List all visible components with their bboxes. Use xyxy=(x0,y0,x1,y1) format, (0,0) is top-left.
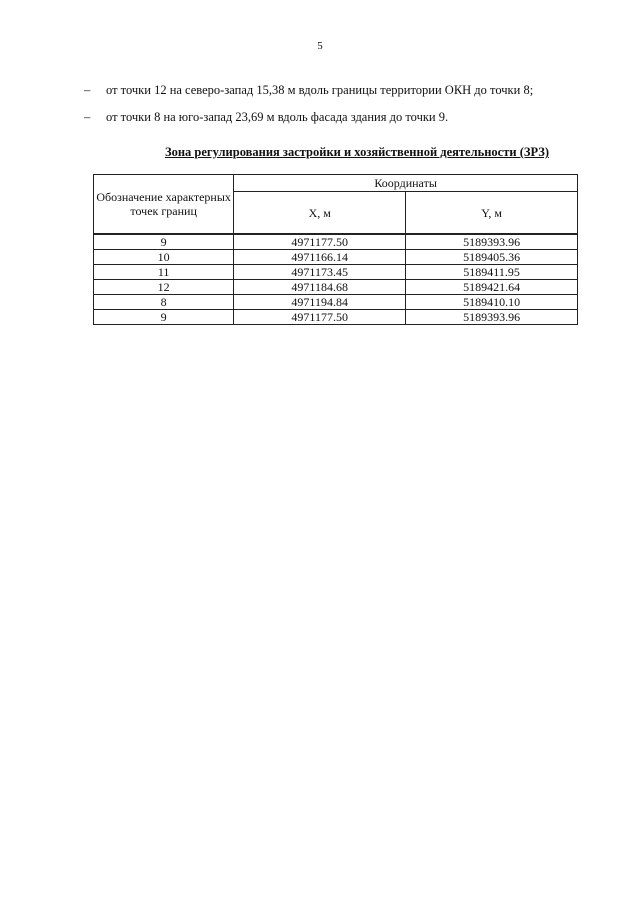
cell-y: 5189411.95 xyxy=(406,265,578,280)
bullet-marker: – xyxy=(84,83,91,97)
cell-point: 9 xyxy=(94,234,234,250)
table-row xyxy=(94,295,578,310)
bullet-text: от точки 8 на юго-запад 23,69 м вдоль фасада здания до точки 9. xyxy=(106,110,449,124)
table-row xyxy=(94,310,578,325)
cell-y: 5189421.64 xyxy=(406,280,578,295)
header-designation: Обозначение характерных точек границ xyxy=(94,175,234,235)
table-row xyxy=(94,250,578,265)
cell-y: 5189393.96 xyxy=(406,234,578,250)
bullet-item xyxy=(84,110,564,124)
zone-title: Зона регулирования застройки и хозяйственной деятельности (ЗРЗ) xyxy=(164,145,549,159)
coordinates-table xyxy=(93,174,578,325)
cell-point: 9 xyxy=(94,310,234,325)
header-x: X, м xyxy=(234,192,406,234)
table-row xyxy=(94,265,578,280)
cell-y: 5189405.36 xyxy=(406,250,578,265)
cell-y: 5189410.10 xyxy=(406,295,578,310)
bullet-marker: – xyxy=(84,110,91,124)
header-coordinates: Координаты xyxy=(234,175,578,192)
cell-x: 4971177.50 xyxy=(234,234,406,250)
bullet-item xyxy=(84,83,564,97)
header-y: Y, м xyxy=(406,192,578,234)
cell-x: 4971184.68 xyxy=(234,280,406,295)
cell-point: 10 xyxy=(94,250,234,265)
cell-x: 4971177.50 xyxy=(234,310,406,325)
cell-x: 4971166.14 xyxy=(234,250,406,265)
table-row xyxy=(94,280,578,295)
cell-point: 8 xyxy=(94,295,234,310)
cell-y: 5189393.96 xyxy=(406,310,578,325)
cell-point: 12 xyxy=(94,280,234,295)
page-number: 5 xyxy=(317,40,323,52)
bullet-text: от точки 12 на северо-запад 15,38 м вдоль границы территории ОКН до точки 8; xyxy=(106,83,534,97)
cell-point: 11 xyxy=(94,265,234,280)
cell-x: 4971194.84 xyxy=(234,295,406,310)
table-row xyxy=(94,234,578,250)
bullet-list xyxy=(84,83,564,137)
cell-x: 4971173.45 xyxy=(234,265,406,280)
